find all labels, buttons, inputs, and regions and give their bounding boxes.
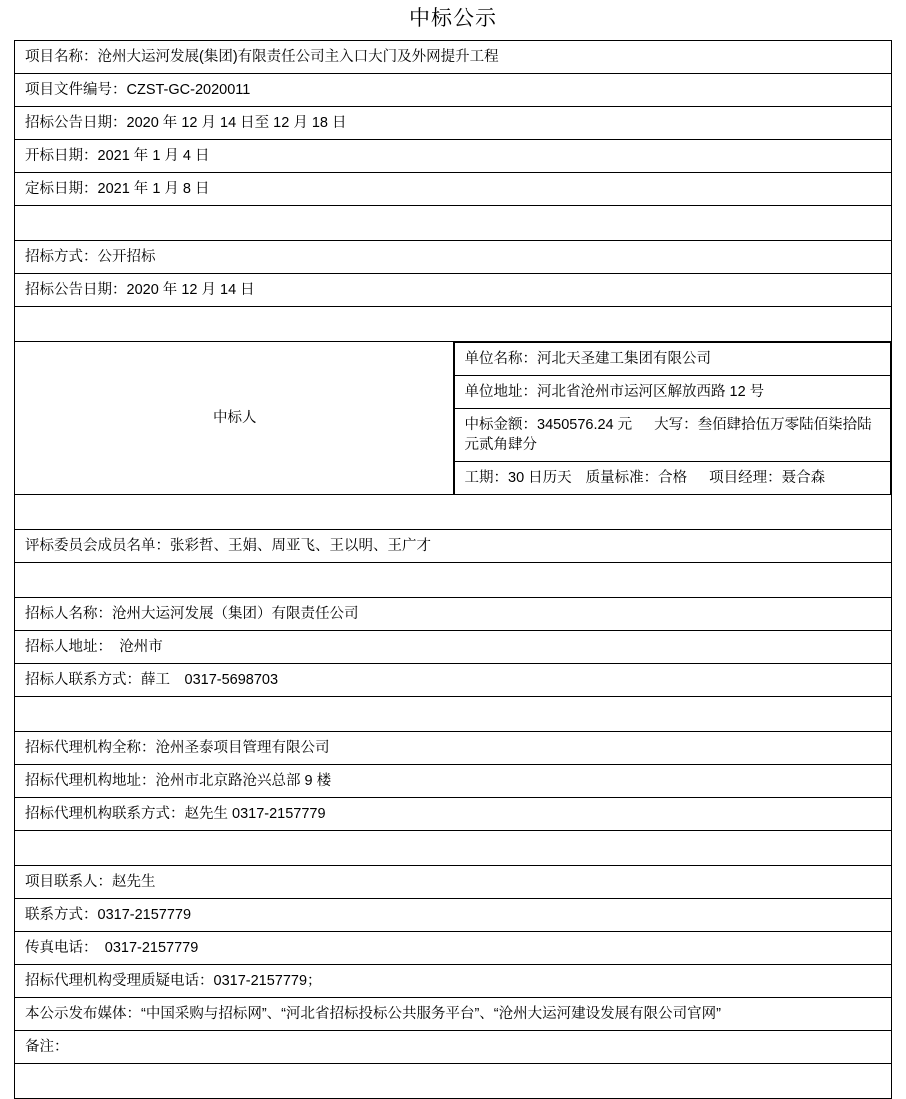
row-value: 沧州大运河发展(集团)有限责任公司主入口大门及外网提升工程 [97, 49, 499, 65]
row-project-name [15, 41, 892, 74]
table-row [15, 965, 892, 998]
row-label: 招标公告日期： [25, 115, 127, 131]
row-label: 单位地址： [464, 384, 537, 400]
row-label: 项目联系人： [25, 874, 112, 890]
row-value: 0317-2157779 [97, 907, 192, 923]
row-value: 2021 年 1 月 8 日 [97, 181, 210, 197]
row-label: 本公示发布媒体： [25, 1006, 141, 1022]
table-row [15, 631, 892, 664]
table-row [15, 241, 892, 274]
row-label: 开标日期： [25, 148, 98, 164]
table-row [15, 274, 892, 307]
winner-row [454, 409, 891, 462]
row-agency-contact [15, 798, 892, 831]
row-value: 2021 年 1 月 4 日 [97, 148, 210, 164]
row-label: 招标代理机构联系方式： [25, 806, 185, 822]
table-row [15, 1064, 892, 1099]
table-row [15, 697, 892, 732]
row-value: 张彩哲、王娟、周亚飞、王以明、王广才 [170, 538, 431, 554]
winner-row [454, 343, 891, 376]
table-row [15, 206, 892, 241]
row-label: 项目文件编号： [25, 82, 127, 98]
row-agency-name [15, 732, 892, 765]
row-spacer [15, 831, 892, 866]
row-label: 评标委员会成员名单： [25, 538, 170, 554]
row-value: 30 日历天 [508, 470, 572, 486]
table-row [15, 107, 892, 140]
row-value: CZST-GC-2020011 [126, 82, 251, 98]
winner-details [453, 342, 892, 495]
table-row [15, 307, 892, 342]
project-manager-label: 项目经理： [709, 470, 782, 486]
row-label: 中标金额： [464, 417, 537, 433]
row-complaint-phone [15, 965, 892, 998]
table-row [15, 530, 892, 563]
winner-detail-table [454, 342, 892, 494]
row-spacer [15, 206, 892, 241]
row-bidding-method [15, 241, 892, 274]
table-row [15, 798, 892, 831]
table-row [15, 1031, 892, 1064]
row-tenderer-address [15, 631, 892, 664]
table-row [15, 732, 892, 765]
row-spacer [15, 697, 892, 732]
table-row [15, 932, 892, 965]
quality-standard-label: 质量标准： [585, 470, 659, 486]
row-value: 沧州市北京路沧兴总部 9 楼 [155, 773, 332, 789]
table-row [15, 765, 892, 798]
row-label: 招标公告日期： [25, 282, 127, 298]
row-tenderer-name [15, 598, 892, 631]
row-spacer [15, 307, 892, 342]
row-value: 沧州市 [104, 639, 163, 655]
row-agency-address [15, 765, 892, 798]
amount-uppercase-label: 大写： [654, 417, 698, 433]
table-row [15, 41, 892, 74]
row-value: 2020 年 12 月 14 日至 12 月 18 日 [126, 115, 347, 131]
table-row [15, 173, 892, 206]
table-row [15, 74, 892, 107]
row-contact-phone [15, 899, 892, 932]
table-row [15, 140, 892, 173]
row-value: 0317-2157779； [213, 973, 322, 989]
row-project-contact [15, 866, 892, 899]
row-value: 河北省沧州市运河区解放西路 12 号 [537, 384, 765, 400]
row-announcement-date [15, 274, 892, 307]
row-remark [15, 1031, 892, 1064]
table-row [15, 664, 892, 697]
row-value: 公开招标 [97, 249, 156, 265]
table-row [15, 899, 892, 932]
row-label: 招标代理机构受理质疑电话： [25, 973, 214, 989]
row-label: 招标方式： [25, 249, 98, 265]
amount-uppercase-value: 叁佰肆拾伍万零陆佰柒拾陆元贰角肆分 [464, 417, 872, 453]
row-publish-media [15, 998, 892, 1031]
winner-row [454, 462, 891, 495]
announcement-table [14, 40, 892, 1099]
row-spacer [15, 1064, 892, 1099]
table-row [15, 998, 892, 1031]
row-value: 沧州大运河发展（集团）有限责任公司 [112, 606, 359, 622]
row-label: 传真电话： [25, 940, 91, 956]
row-tenderer-contact [15, 664, 892, 697]
row-label: 招标人名称： [25, 606, 112, 622]
table-row [15, 831, 892, 866]
table-row [15, 563, 892, 598]
row-fax [15, 932, 892, 965]
row-label: 联系方式： [25, 907, 98, 923]
table-row [15, 495, 892, 530]
row-label: 定标日期： [25, 181, 98, 197]
row-label: 工期： [464, 470, 508, 486]
row-label: 招标代理机构全称： [25, 740, 156, 756]
row-value: 2020 年 12 月 14 日 [126, 282, 255, 298]
row-award-date [15, 173, 892, 206]
row-value: 河北天圣建工集团有限公司 [537, 351, 711, 367]
row-value: 0317-2157779 [90, 940, 199, 956]
row-label: 招标代理机构地址： [25, 773, 156, 789]
row-announcement-period [15, 107, 892, 140]
row-value: “中国采购与招标网”、“河北省招标投标公共服务平台”、“沧州大运河建设发展有限公司官网” [141, 1006, 721, 1022]
row-value: 沧州圣泰项目管理有限公司 [155, 740, 330, 756]
winner-row [454, 376, 891, 409]
row-label: 招标人联系方式： [25, 672, 141, 688]
winner-duration-quality-manager [454, 462, 891, 495]
winner-bid-amount [454, 409, 891, 462]
row-value: 赵先生 [112, 874, 156, 890]
winner-label: 中标人 [15, 342, 454, 495]
project-manager-value: 聂合森 [781, 470, 826, 486]
page-title: 中标公示 [409, 7, 497, 30]
row-label: 单位名称： [464, 351, 537, 367]
quality-standard-value: 合格 [658, 470, 688, 486]
row-value: 3450576.24 元 [537, 417, 633, 433]
winner-company-address [454, 376, 891, 409]
row-label: 项目名称： [25, 49, 98, 65]
row-label: 招标人地址： [25, 639, 105, 655]
row-bid-open-date [15, 140, 892, 173]
winner-company-name [454, 343, 891, 376]
table-row [15, 598, 892, 631]
row-spacer [15, 563, 892, 598]
table-row-winner [15, 342, 892, 495]
row-label: 备注： [25, 1039, 69, 1055]
table-row [15, 866, 892, 899]
row-spacer [15, 495, 892, 530]
row-value: 赵先生 0317-2157779 [184, 806, 326, 822]
row-value: 薛工 0317-5698703 [141, 672, 279, 688]
row-file-number [15, 74, 892, 107]
row-evaluation-committee [15, 530, 892, 563]
